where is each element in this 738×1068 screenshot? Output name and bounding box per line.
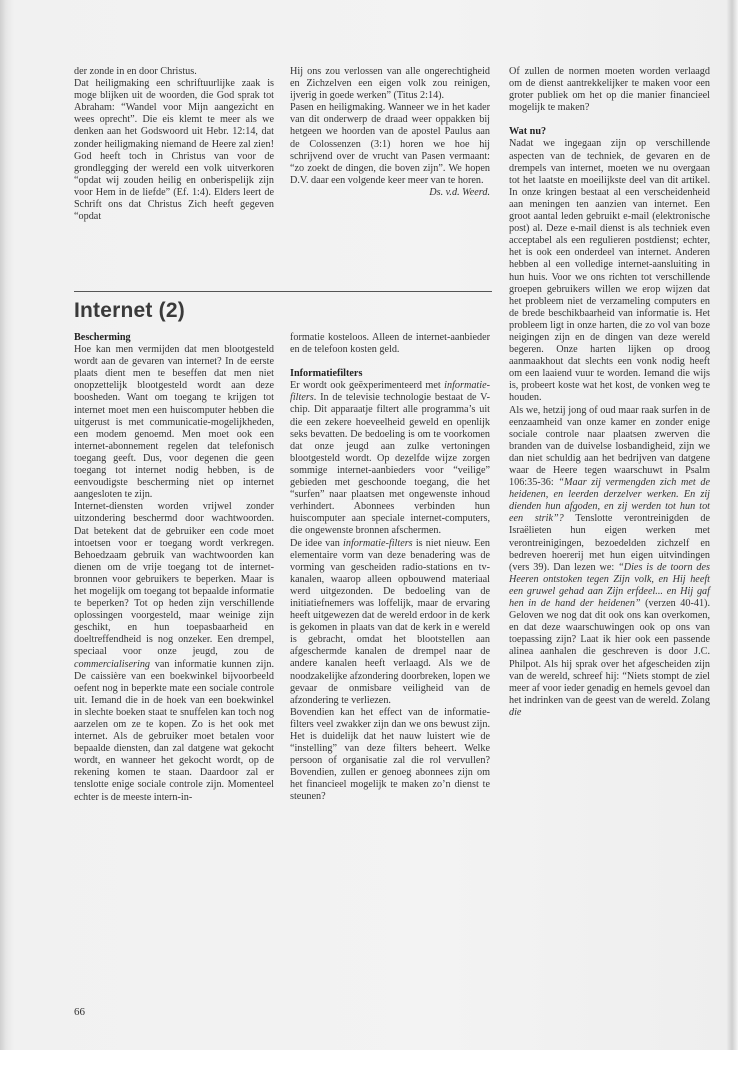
emphasis: “Dies is de toorn des Heeren ontstoken tegen Zijn volk, en Hij heeft een gruwel gehad aan Zijn erfdeel... en Hij gaf hen in de hand der heidenen” xyxy=(509,561,711,610)
text-run: . In de televisie technologie bestaat de V-chip. Dit apparaatje filtert alle programma’s uit die een zekere hoeveelheid geweld en openlijk seks bevatten. De bedoeling is om te voorkomen dat onze jeugd aan zulke vertoningen blootgesteld wordt. Op dezelfde wijze zorgen sommige internet-aanbieders voor “veilige” gebieden met geschoonde toegang, die het “surfen” naar plaatsen met ongewenste inhoud verhindert. Abonnees verbinden hun huiscomputer aan speciale internet-computers, die ongewenste bronnen afschermen. xyxy=(290,392,490,537)
author-signature: Ds. v.d. Weerd. xyxy=(429,186,490,198)
paragraph: Bovendien kan het effect van de informatie-filters veel zwakker zijn dan we ons bewust zijn. Het is duidelijk dat het nauw luistert wie de “instelling” van deze filters beheert. Welke persoon of organisatie zal die rol vervullen? Bovendien, zullen er genoeg abonnees zijn om het financieel mogelijk te maken zo’n dienst te steunen? xyxy=(290,706,490,803)
emphasis: “Maar zij vermengden zich met de heidenen, en leerden derzelver werken. En zij dienden hun afgoden, en zij werden tot hun tot een strik”? xyxy=(509,477,710,525)
paragraph xyxy=(290,538,490,707)
column-2-bottom xyxy=(290,332,490,804)
text-run: Als we, hetzij jong of oud maar raak surfen in de eenzaamheid van onze kamer en zonder enige sociale controle naar plaatsen zwerven die branden van de duivelse losbandigheid, zijn we dan niet schuldig aan het bedrijven van datgene waar de Heere tegen waarschuwt in Psalm 106:35-36: xyxy=(509,404,710,489)
text-run: De idee van xyxy=(290,537,344,549)
column-3 xyxy=(509,66,710,719)
paragraph xyxy=(290,380,490,537)
spacer xyxy=(290,356,490,368)
page-edge xyxy=(726,0,738,1068)
paragraph: Hij ons zou verlossen van alle ongerechtigheid en Zichzelven een eigen volk zou reinigen, ijverig in goede werken” (Titus 2:14). xyxy=(290,66,490,102)
text-run: Tenslotte verontreinigden de Israëlieten hun eigen werken met verontreinigingen, bezoedelden zichzelf en bedreven hoererij met hun eigen uitvindingen (vers 39). Dan lezen we: xyxy=(509,513,710,573)
emphasis: informatie-filters xyxy=(290,380,490,404)
paragraph: Of zullen de normen moeten worden verlaagd om de dienst aantrekkelijker te maken voor een groter publiek om het op die manier financieel mogelijk te maken? xyxy=(509,66,710,114)
paragraph: Pasen en heiligmaking. Wanneer we in het kader van dit onderwerp de draad weer oppakken bij hetgeen we hoorden van de apostel Paulus aan de Colossenzen (3:1) horen we hoe hij schrijvend over de vrucht van Pasen vermaant: “zo zoekt de dingen, die boven zijn”. We hopen D.V. daar een volgende keer meer van te horen. xyxy=(290,102,490,186)
paragraph: formatie kosteloos. Alleen de internet-aanbieder en de telefoon kosten geld. xyxy=(290,332,490,356)
paragraph xyxy=(74,501,274,803)
text-run: (verzen 40-41). Geloven we nog dat dit ook ons kan overkomen, en dat deze waarschuwingen ook op ons van toepassing zijn? Laat ik hier ook een passende alinea aanhalen die geschreven is door J.C. Philpot. Als hij sprak over het afgescheiden zijn van de wereld, schreef hij: “Niets stompt de ziel meer af voor ieder genadig en hemels gevoel dan het indrinken van de geest van de wereld. Zolang xyxy=(509,598,710,706)
text-run: van informatie kunnen zijn. De caissière van een boekwinkel bijvoorbeeld oefent nog in beperkte mate een sociale controle uit. Iemand die in de hoek van een boekwinkel in slechte boeken staat te snuffelen kan toch nog aarzelen om ze te kopen. Zo is het ook met internet. Als de gebruiker moet betalen voor bepaalde diensten, dan zal datgene wat gekocht wordt, en wanneer het gekocht wordt, op de rekening komen te staan. Daardoor zal er tenslotte enige sociale controle zijn. Momenteel echter is de meeste intern-in- xyxy=(74,658,274,803)
column-1-bottom xyxy=(74,332,274,804)
emphasis: commercialisering xyxy=(74,658,151,670)
subheading: Wat nu? xyxy=(509,126,547,138)
subheading: Informatiefilters xyxy=(290,368,363,380)
subheading: Bescherming xyxy=(74,332,131,343)
column-1-top xyxy=(74,66,274,223)
paragraph xyxy=(509,405,710,719)
spacer xyxy=(509,114,710,126)
text-run: Internet-diensten worden vrijwel zonder uitzondering beschermd door wachtwoorden. Dat betekent dat de gebruiker een code moet intoetsen voor er toegang wordt verkregen. Behoedzaam gebruik van wachtwoorden kan dienen om de vrije toegang tot de internet-bronnen voor gebruikers te beperken. Maar is het mogelijk om toegang tot bepaalde informatie te beperken? Tot op heden zijn verschillende oplossingen voorgesteld, maar weinige zijn geschikt, en hun toepasbaarheid en doeltreffendheid is nog onzeker. Een drempel, speciaal voor onze jeugd, zou de xyxy=(74,501,274,658)
paragraph: Hoe kan men vermijden dat men blootgesteld wordt aan de gevaren van internet? In de eerste plaats dient men te beseffen dat men niet onopzettelijk blootgesteld wordt aan deze boosheden. Want om toegang te krijgen tot internet moet men een huiscomputer hebben die uitgerust is met communicatie-mogelijkheden, een modem genoemd. Men moet ook een internet-abonnement regelen dat telefonisch toegang geeft. Dus, voor degenen die geen toegang tot internet nodig hebben, is de eenvoudigste bescherming niet op internet aangesloten te zijn. xyxy=(74,344,274,501)
text-run: Er wordt ook geëxperimenteerd met xyxy=(290,380,445,392)
page-number: 66 xyxy=(74,1006,85,1018)
paragraph: der zonde in en door Christus. xyxy=(74,66,197,77)
emphasis: die xyxy=(509,706,522,718)
paragraph: Dat heiligmaking een schriftuurlijke zaak is moge blijken uit de woorden, die God sprak tot Abraham: “Wandel voor Mijn aangezicht en wees oprecht”. Die eis klemt te meer als we denken aan het Godswoord uit Hebr. 12:14, dat zonder heiligmaking niemand de Heere zal zien! God heeft toch in Christus van voor de grondlegging der wereld een volk uitverkoren “opdat wij zouden heilig en onberispelijk zijn voor Hem in de liefde” (Ef. 1:4). Elders leert de Schrift ons dat Christus Zich heeft gegeven “opdat xyxy=(74,78,274,223)
paragraph: Nadat we ingegaan zijn op verschillende aspecten van de techniek, de gevaren en de drempels van internet, moeten we nu overgaan tot het laatste en moeilijkste deel van dit artikel. In onze kringen bestaat al een verscheidenheid aan meningen ten aanzien van internet. Een groot aantal leden gebruikt e-mail (elektronische post) al. Deze e-mail dienst is als techniek even acceptabel als een regulieren postdienst; echter, het is ook een onderdeel van internet. Anderen hebben al een volledige internet-aansluiting in hun huis. Voor we ons richten tot verschillende groepen gebruikers willen we erop wijzen dat het probleem niet de verzameling computers en de brede beschikbaarheid van informatie is. Het probleem ligt in onze harten, die zo vol van boze neigingen zijn en de dingen van deze wereld begeren. Onze harten lijken op droog aanmaakhout dat slechts een vonk nodig heeft om een laaiend vuur te worden. Iemand die wijs is, probeert koste wat het kost, de vonken weg te houden. xyxy=(509,138,710,404)
bottom-margin xyxy=(0,1050,738,1068)
section-divider xyxy=(74,291,492,292)
emphasis: informatie-filters xyxy=(343,537,413,549)
text-run: is niet nieuw. Een elementaire vorm van deze benadering was de vorming van gescheiden radio-stations en tv-kanalen, waarop alleen opbouwend materiaal werd uitgezonden. De bedoeling van de initiatiefnemers was loffelijk, maar de ervaring heeft uitgewezen dat de wereld erdoor in de kerk is gekomen in plaats van dat de kerk in e wereld is gebracht, omdat het blootstellen aan afgeschermde kanalen de drempel naar de andere kanalen heeft verlaagd. Als we de noodzakelijke afzondering doorbreken, lopen we gevaar de onmisbare veiligheid van de afzondering te verliezen. xyxy=(290,537,490,706)
column-2-top xyxy=(290,66,490,199)
article-heading: Internet (2) xyxy=(74,299,185,322)
